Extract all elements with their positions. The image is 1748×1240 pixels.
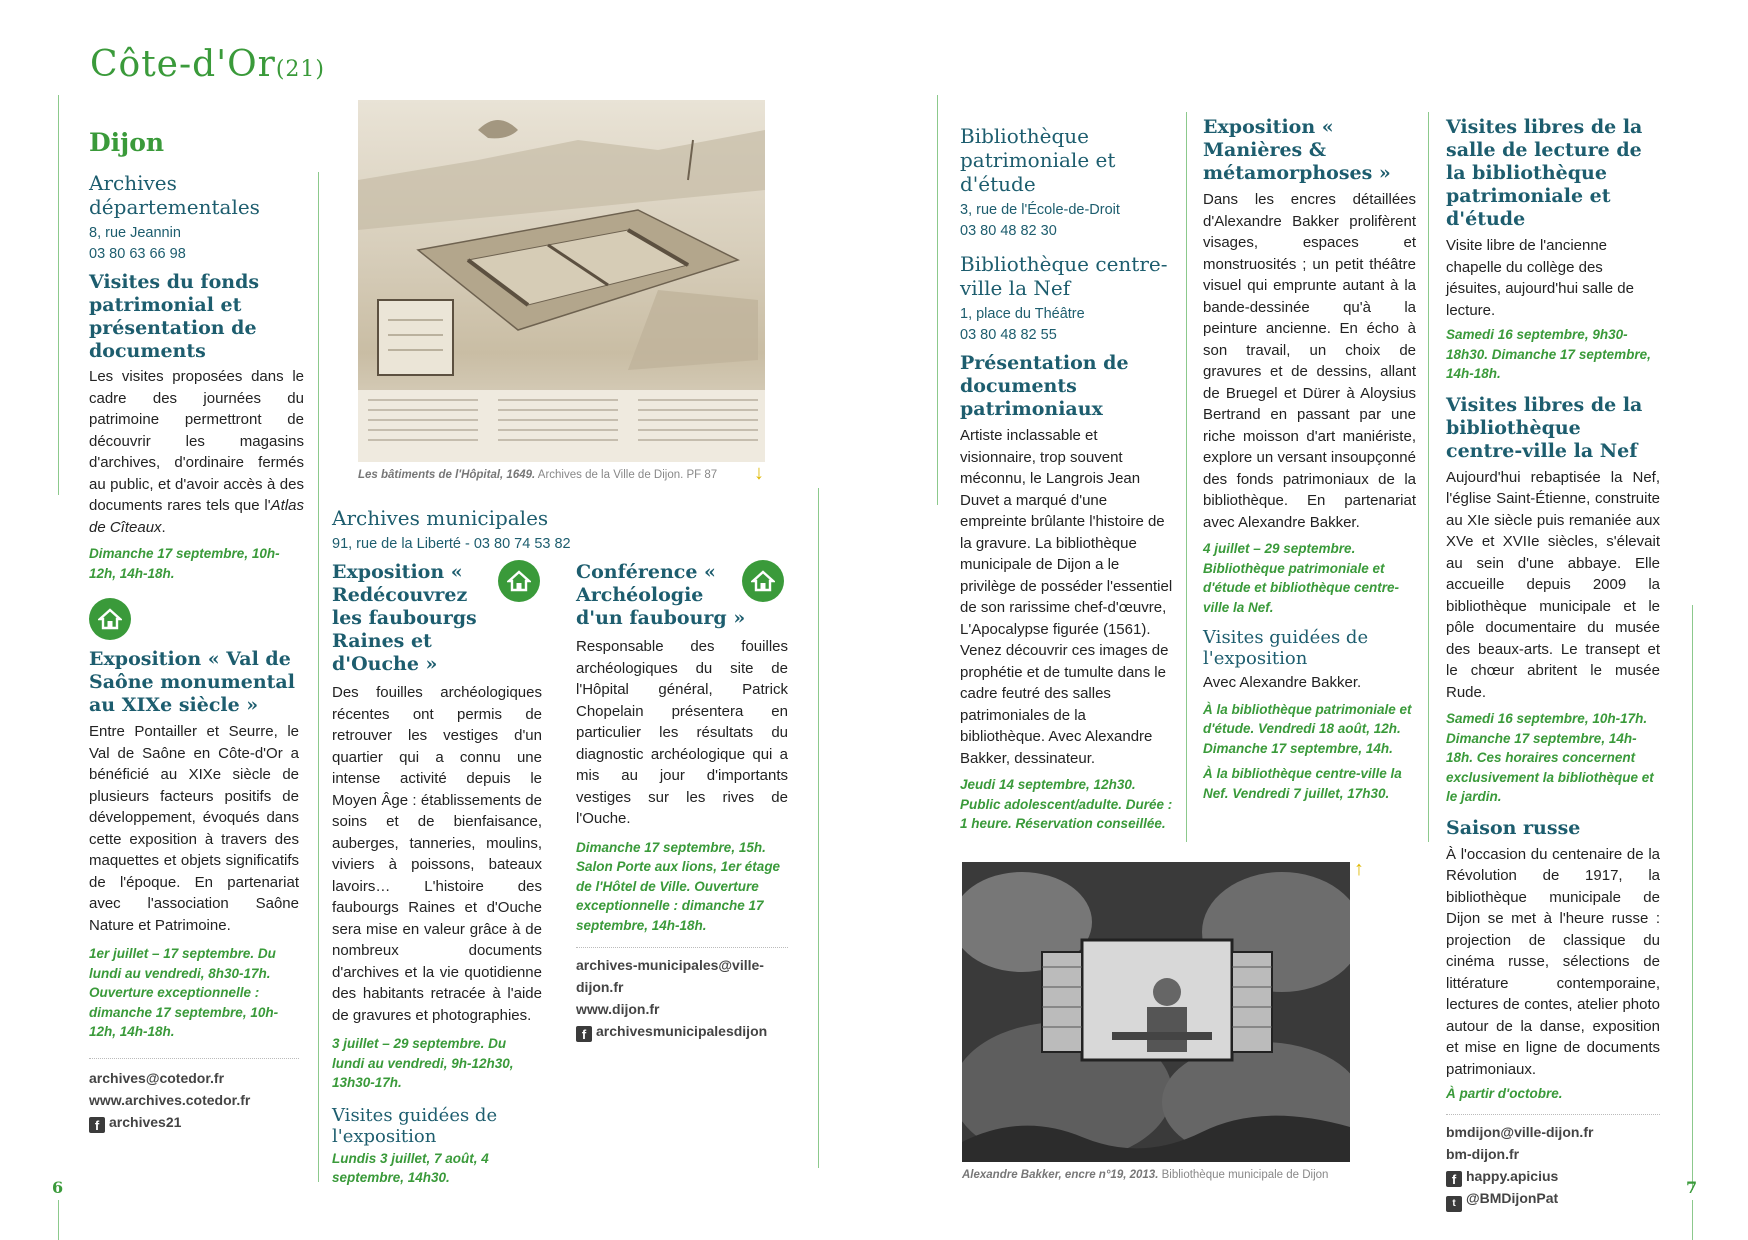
- rule: [1428, 112, 1429, 842]
- contact-web[interactable]: www.archives.cotedor.fr: [89, 1091, 251, 1108]
- image-caption: Les bâtiments de l'Hôpital, 1649. Archives de la Ville de Dijon. PF 87: [358, 469, 718, 481]
- event-body: Dans les encres détaillées d'Alexandre Bakker prolifèrent visages, espaces et monstruosités ; un petit théâtre visuel qui emprunte autant à la bande-dessinée qu'à la peinture ancienne. En écho à son travail, un choix de gravures et de dessins, allant de Bruegel et Dürer à Aloysius Bertrand en passant par une riche moisson d'art maniériste, explore un versant insoupçonné des fonds patrimoniaux de la bibliothèque. En partenariat avec Alexandre Bakker.: [1203, 191, 1416, 531]
- venue-address: 3, rue de l'École-de-Droit: [960, 202, 1120, 218]
- event-body: À l'occasion du centenaire de la Révolution de 1917, la bibliothèque municipale de Dijon se met à l'heure russe : projection de classique du cinéma russe, sélections de littérature contemporaine, lectures de contes, atelier photo autour de la danse, exposition et mise en ligne de documents patrimoniaux.: [1446, 845, 1660, 1078]
- arrow-down-icon: ↓: [754, 462, 764, 484]
- rule: [818, 488, 819, 1168]
- contact-email[interactable]: bmdijon@ville-dijon.fr: [1446, 1123, 1594, 1140]
- contact-email[interactable]: archives-municipales@ville-dijon.fr: [576, 957, 764, 995]
- rule: [1692, 605, 1693, 1190]
- arrow-up-icon: ↑: [1354, 858, 1364, 880]
- event-schedule: À partir d'octobre.: [1446, 1086, 1563, 1101]
- event-title: Visites guidées de l'exposition: [332, 1104, 498, 1147]
- event-body: Artiste inclassable et visionnaire, trop souvent méconnu, le Langrois Jean Duvet a marqué d'une empreinte brûlante l'histoire de la gravure. La bibliothèque municipale de Dijon a le privilège de posséder l'essentiel de son rarissime chef-d'œuvre, L'Apocalypse figurée (1561). Venez découvrir ces images de prophétie et de tumulte dans le cadre feutré des salles patrimoniales de la bibliothèque. Avec Alexandre Bakker, dessinateur.: [960, 427, 1173, 767]
- column-bibliotheques: [960, 124, 1175, 834]
- image-caption: Alexandre Bakker, encre n°19, 2013. Bibliothèque municipale de Dijon: [962, 1169, 1329, 1181]
- column-archives-departementales-2: [89, 648, 299, 1133]
- event-title: Saison russe: [1446, 816, 1581, 839]
- rule: [1692, 1200, 1693, 1240]
- venue-phone: 03 80 48 82 55: [960, 327, 1057, 343]
- bakker-ink-image: [962, 862, 1350, 1162]
- column-archives-municipales: [332, 561, 542, 1188]
- contact-facebook[interactable]: f happy.apicius: [1446, 1165, 1660, 1187]
- event-body: Aujourd'hui rebaptisée la Nef, l'église Saint-Étienne, construite au XIe siècle puis remaniée aux XVe et XVIIe siècles, s'élevait au sein d'une abbaye. Elle accueille depuis 2009 la bibliothèque municipale et le pôle documentaire du musée des beaux-arts. Le transept et le chœur abritent le musée Rude.: [1446, 468, 1660, 701]
- contact-web[interactable]: bm-dijon.fr: [1446, 1145, 1520, 1162]
- header-code: (21): [275, 57, 325, 82]
- archives-municipales-header: [332, 506, 812, 555]
- event-schedule: À la bibliothèque centre-ville la Nef. Vendredi 7 juillet, 17h30.: [1203, 766, 1402, 801]
- event-title: Visites libres de la bibliothèque centre-ville la Nef: [1446, 393, 1643, 462]
- separator: [89, 1058, 299, 1059]
- rule: [58, 1200, 59, 1240]
- venue-address: 8, rue Jeannin: [89, 225, 181, 241]
- contact-facebook[interactable]: f archivesmunicipalesdijon: [576, 1020, 788, 1042]
- venue-name: Bibliothèque patrimoniale et d'étude: [960, 124, 1116, 196]
- event-schedule: Lundis 3 juillet, 7 août, 4 septembre, 14h30.: [332, 1150, 489, 1185]
- event-title: Visites libres de la salle de lecture de la bibliothèque patrimoniale et d'étude: [1446, 116, 1643, 230]
- event-title: Visites guidées de l'exposition: [1203, 627, 1369, 669]
- facebook-icon: f: [1446, 1171, 1462, 1187]
- event-body: Avec Alexandre Bakker.: [1203, 674, 1362, 691]
- event-schedule: Dimanche 17 septembre, 15h. Salon Porte aux lions, 1er étage de l'Hôtel de Ville. Ouverture exceptionnelle : dimanche 17 septembre, 14h-18h.: [576, 839, 781, 933]
- event-title: Présentation de documents patrimoniaux: [960, 352, 1129, 420]
- event-body-emphasis: Atlas de Cîteaux: [89, 497, 304, 536]
- event-body: Entre Pontailler et Seurre, le Val de Saône en Côte-d'Or a bénéficié au XIXe siècle de plusieurs facteurs positifs de développement, évoqués dans cette exposition à travers des maquettes et objets significatifs de l'époque. En partenariat avec l'association Saône Nature et Patrimoine.: [89, 723, 299, 934]
- contact-web[interactable]: www.dijon.fr: [576, 1001, 660, 1017]
- event-title: Exposition « Val de Saône monumental au XIXe siècle »: [89, 648, 295, 716]
- place-title: Dijon: [89, 128, 165, 157]
- event-schedule: 4 juillet – 29 septembre. Bibliothèque patrimoniale et d'étude et bibliothèque centre-ville la Nef.: [1203, 541, 1399, 615]
- event-body: Responsable des fouilles archéologiques du site de l'Hôpital général, Patrick Chopelain présentera en particulier les résultats du diagnostic archéologique qui a mis au jour d'importants vestiges sur les rives de l'Ouche.: [576, 638, 788, 827]
- event-title: Exposition « Redécouvrez les faubourgs Raines et d'Ouche »: [332, 561, 477, 675]
- rule: [1186, 112, 1187, 842]
- separator: [1446, 1114, 1660, 1115]
- home-icon: [89, 598, 131, 640]
- event-schedule: Jeudi 14 septembre, 12h30. Public adolescent/adulte. Durée : 1 heure. Réservation conseillée.: [960, 777, 1173, 831]
- event-schedule: 1er juillet – 17 septembre. Du lundi au vendredi, 8h30-17h. Ouverture exceptionnelle : dimanche 17 septembre, 10h-12h, 14h-18h.: [89, 946, 279, 1039]
- column-visites-libres: [1446, 116, 1660, 1212]
- event-schedule: Dimanche 17 septembre, 10h-12h, 14h-18h.: [89, 546, 280, 581]
- facebook-icon: f: [89, 1117, 105, 1133]
- column-exposition-bakker: [1203, 116, 1416, 803]
- event-title: Conférence « Archéologie d'un faubourg »: [576, 561, 746, 629]
- page-header: [90, 44, 325, 85]
- hospital-engraving-image: [358, 100, 765, 462]
- venue-name: Bibliothèque centre-ville la Nef: [960, 252, 1168, 300]
- venue-phone: 03 80 63 66 98: [89, 246, 186, 262]
- rule: [318, 172, 319, 1182]
- contact-facebook[interactable]: f archives21: [89, 1111, 299, 1133]
- column-archives-departementales: [89, 128, 304, 583]
- header-title: Côte-d'Or: [90, 44, 276, 85]
- column-conference: [576, 561, 788, 1042]
- event-body: Des fouilles archéologiques récentes ont permis de retrouver les vestiges d'un quartier qui a connu une intense activité depuis le Moyen Âge : établissements de soins et de bienfaisance, auberges, tanneries, moulins, viviers à poissons, bateaux lavoirs… L'histoire des faubourgs Raines et d'Ouche sera mise en valeur grâce à de nombreux documents d'archives et la vie quotidienne des habitants retracée à l'aide de gravures et photographies.: [332, 684, 542, 1024]
- event-body: Les visites proposées dans le cadre des journées du patrimoine permettront de découvrir les magasins d'archives, d'ordinaire fermés au public, et d'avoir accès à des documents rares tels que l'Atlas de Cîteaux.: [89, 368, 304, 536]
- rule: [937, 95, 938, 505]
- venue-address: 91, rue de la Liberté - 03 80 74 53 82: [332, 536, 571, 552]
- venue-name: Archives départementales: [89, 171, 260, 219]
- event-title: Visites du fonds patrimonial et présentation de documents: [89, 271, 260, 362]
- contact-twitter[interactable]: t @BMDijonPat: [1446, 1187, 1660, 1212]
- separator: [576, 947, 788, 948]
- venue-address: 1, place du Théâtre: [960, 306, 1085, 322]
- event-schedule: Samedi 16 septembre, 9h30-18h30. Dimanche 17 septembre, 14h-18h.: [1446, 327, 1651, 381]
- venue-name: Archives municipales: [332, 506, 549, 530]
- contact-email[interactable]: archives@cotedor.fr: [89, 1069, 225, 1086]
- venue-phone: 03 80 48 82 30: [960, 223, 1057, 239]
- page-number-right: 7: [1686, 1178, 1698, 1197]
- event-schedule: 3 juillet – 29 septembre. Du lundi au vendredi, 9h-12h30, 13h30-17h.: [332, 1036, 514, 1090]
- event-title: Exposition « Manières & métamorphoses »: [1203, 116, 1391, 184]
- twitter-icon: t: [1446, 1196, 1462, 1212]
- event-schedule: Samedi 16 septembre, 10h-17h. Dimanche 17 septembre, 14h-18h. Ces horaires concernent exclusivement la bibliothèque et le jardin.: [1446, 711, 1654, 804]
- facebook-icon: f: [576, 1026, 592, 1042]
- event-schedule: À la bibliothèque patrimoniale et d'étude. Vendredi 18 août, 12h. Dimanche 17 septembre, 14h.: [1203, 701, 1412, 756]
- page-number-left: 6: [52, 1178, 64, 1197]
- rule: [58, 95, 59, 495]
- event-body: Visite libre de l'ancienne chapelle du collège des jésuites, aujourd'hui salle de lecture.: [1446, 237, 1634, 319]
